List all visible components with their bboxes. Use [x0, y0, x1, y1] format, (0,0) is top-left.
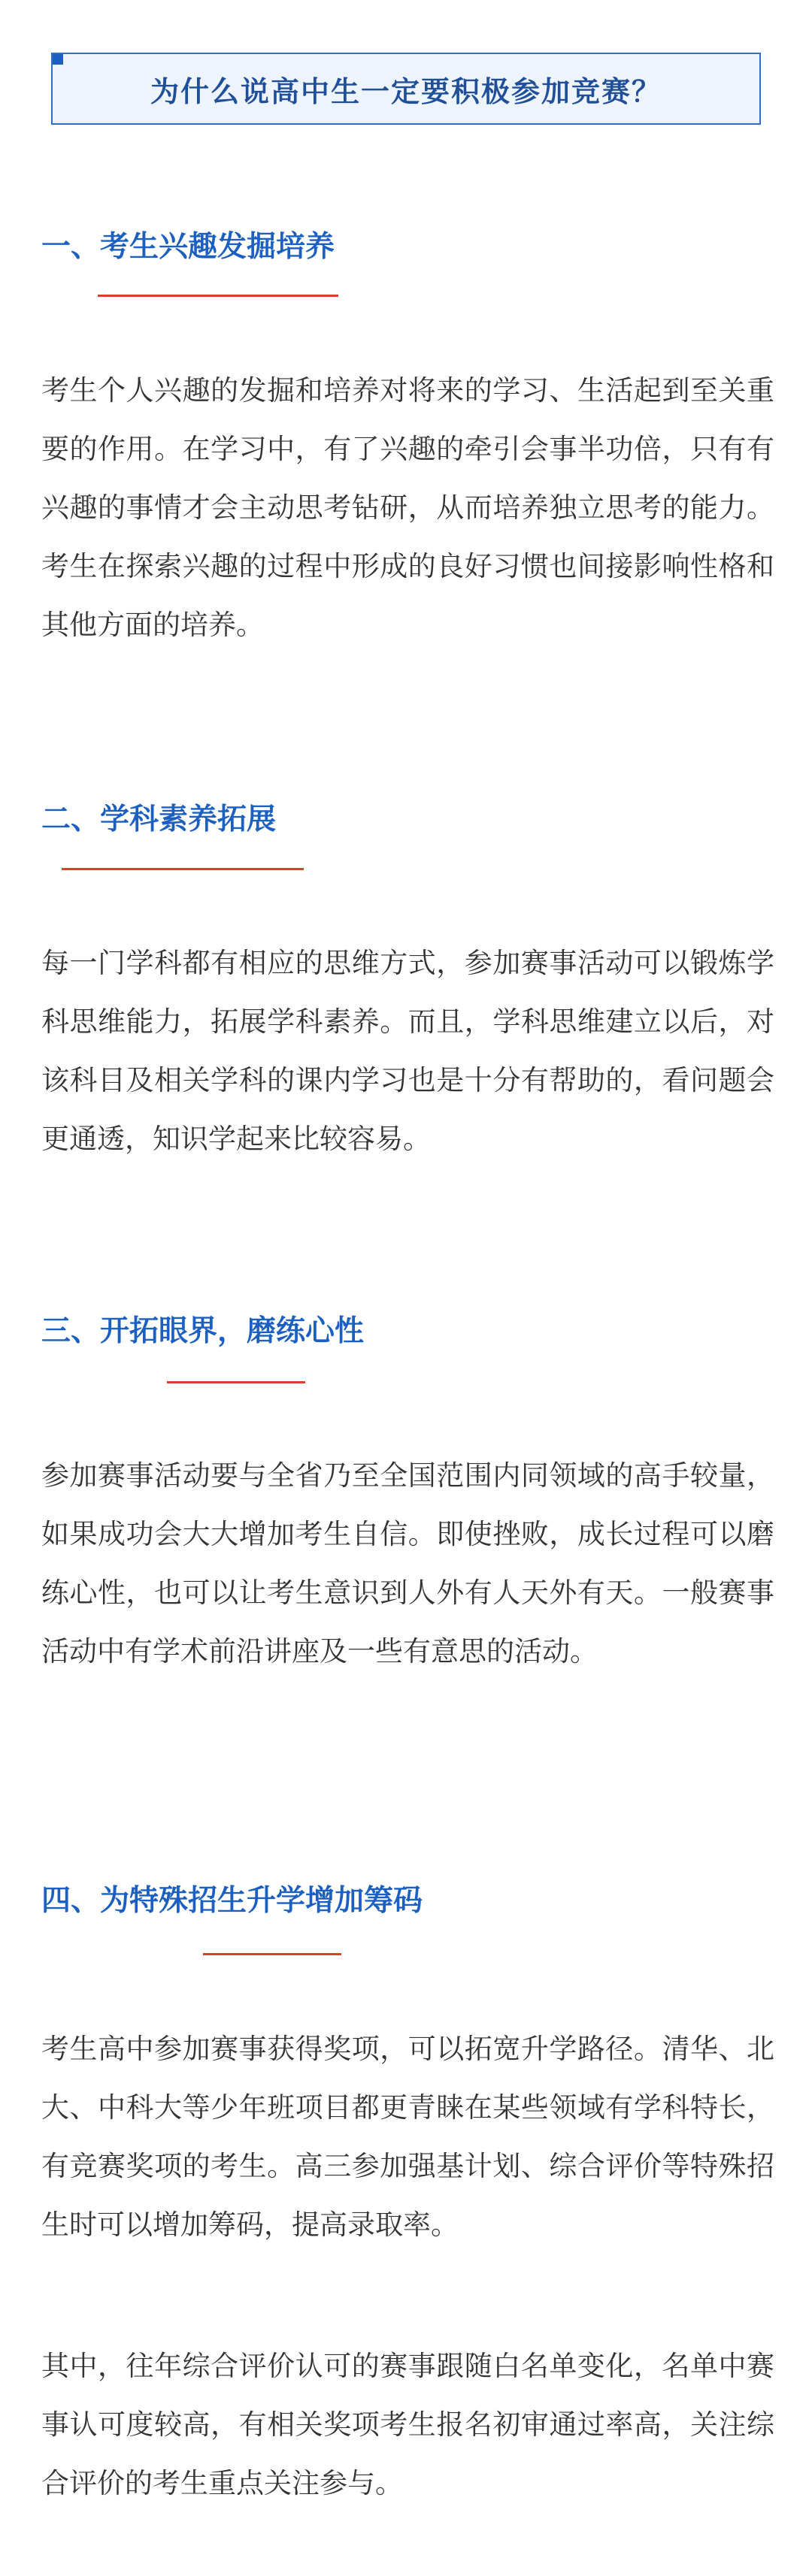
section-2-paragraph-1: 每一门学科都有相应的思维方式，参加赛事活动可以锻炼学科思维能力，拓展学科素养。而且，学科思维建立以后，对该科目及相关学科的课内学习也是十分有帮助的，看问题会更通透，知识学起来比较容易。: [41, 947, 774, 1155]
section-3-underline: [167, 1381, 305, 1383]
section-heading-1: 一、考生兴趣发掘培养: [41, 230, 335, 264]
title-corner-accent: [53, 54, 63, 65]
page-title: 为什么说高中生一定要积极参加竞赛？: [150, 74, 662, 108]
page-title-box: [51, 53, 761, 125]
section-1-paragraph-1: 考生个人兴趣的发掘和培养对将来的学习、生活起到至关重要的作用。在学习中，有了兴趣的牵引会事半功倍，只有有兴趣的事情才会主动思考钻研，从而培养独立思考的能力。考生在探索兴趣的过程中形成的良好习惯也间接影响性格和其他方面的培养。: [41, 374, 774, 641]
section-3-paragraph-1: 参加赛事活动要与全省乃至全国范围内同领域的高手较量，如果成功会大大增加考生自信。即使挫败，成长过程可以磨练心性，也可以让考生意识到人外有人天外有天。一般赛事活动中有学术前沿讲座及一些有意思的活动。: [41, 1459, 774, 1667]
section-heading-4: 四、为特殊招生升学增加筹码: [41, 1884, 423, 1918]
section-heading-3: 三、开拓眼界，磨练心性: [41, 1314, 365, 1348]
section-4-paragraph-2: 其中，往年综合评价认可的赛事跟随白名单变化，名单中赛事认可度较高，有相关奖项考生报名初审通过率高，关注综合评价的考生重点关注参与。: [41, 2350, 774, 2499]
section-1-underline: [98, 295, 338, 297]
section-heading-2: 二、学科素养拓展: [41, 803, 277, 836]
section-4-paragraph-1: 考生高中参加赛事获得奖项，可以拓宽升学路径。清华、北大、中科大等少年班项目都更青睐在某些领域有学科特长，有竞赛奖项的考生。高三参加强基计划、综合评价等特殊招生时可以增加筹码，提高录取率。: [41, 2033, 774, 2241]
section-2-underline: [62, 868, 304, 870]
section-4-underline: [203, 1953, 341, 1955]
